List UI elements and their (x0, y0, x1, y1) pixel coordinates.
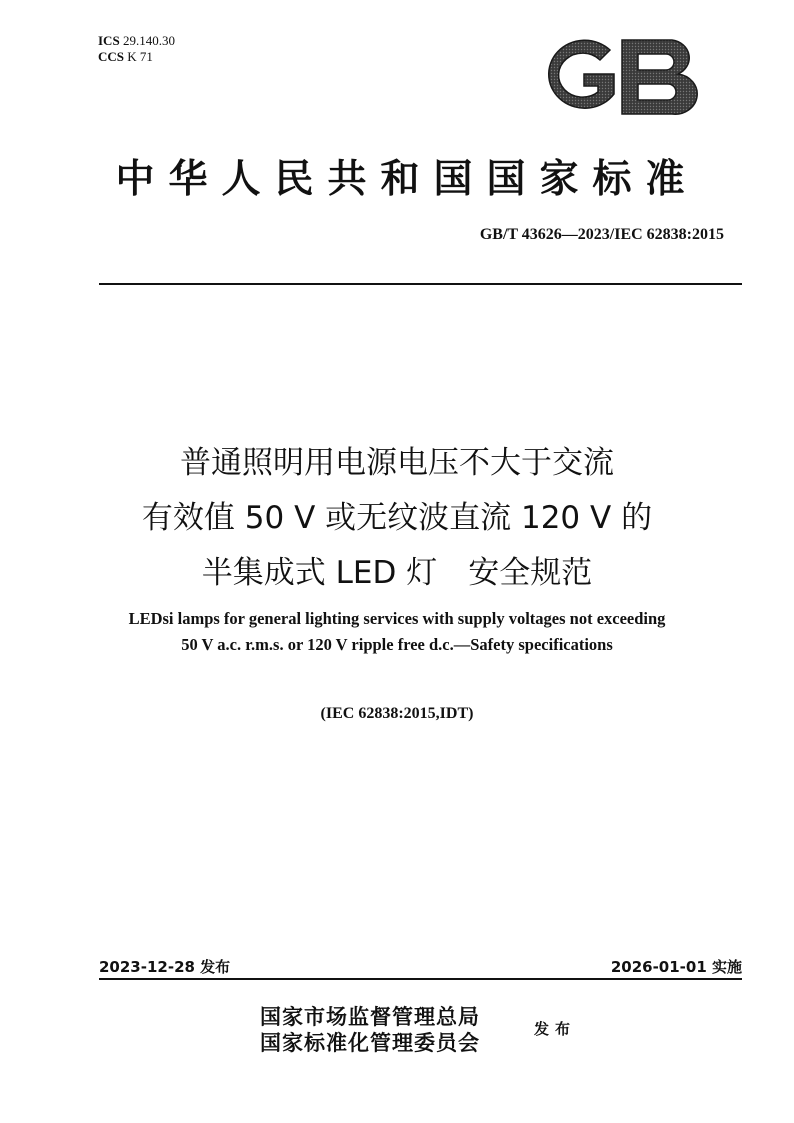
issuing-authorities (260, 1004, 480, 1056)
ics-line (98, 33, 175, 49)
issuer-line-2: 国家标准化管理委员会 (260, 1030, 480, 1055)
classification-codes (98, 33, 175, 65)
ccs-label: CCS (98, 49, 125, 64)
chinese-title-line-2: 有效值 50 V 或无纹波直流 120 V 的 (141, 500, 653, 536)
chinese-title-line-1: 普通照明用电源电压不大于交流 (180, 445, 614, 481)
english-title-line-1: LEDsi lamps for general lighting services with supply voltages not exceeding (128, 609, 666, 628)
ics-code: 29.140.30 (122, 33, 175, 48)
ics-label: ICS (98, 33, 120, 48)
gb-emblem-icon (538, 36, 702, 118)
english-title (0, 606, 794, 658)
gb-logo-graphic (538, 36, 702, 118)
national-standard-heading: 中华人民共和国国家标准 (115, 156, 699, 202)
ccs-line (98, 49, 175, 65)
equivalence-note: (IEC 62838:2015,IDT) (320, 705, 474, 722)
english-title-line-2: 50 V a.c. r.m.s. or 120 V ripple free d.c.—Safety specifications (181, 635, 613, 654)
issue-date: 2023-12-28 发布 (99, 958, 231, 976)
footer-divider (99, 978, 742, 980)
publish-label: 发布 (534, 1020, 577, 1038)
header-divider (99, 283, 742, 285)
ccs-code: K 71 (127, 49, 153, 64)
implementation-date: 2026-01-01 实施 (610, 958, 742, 976)
chinese-title-line-3: 半集成式 LED 灯 安全规范 (201, 555, 593, 591)
issuer-line-1: 国家市场监督管理总局 (260, 1004, 480, 1029)
standard-number: GB/T 43626—2023/IEC 62838:2015 (479, 226, 724, 243)
chinese-title (0, 436, 794, 601)
